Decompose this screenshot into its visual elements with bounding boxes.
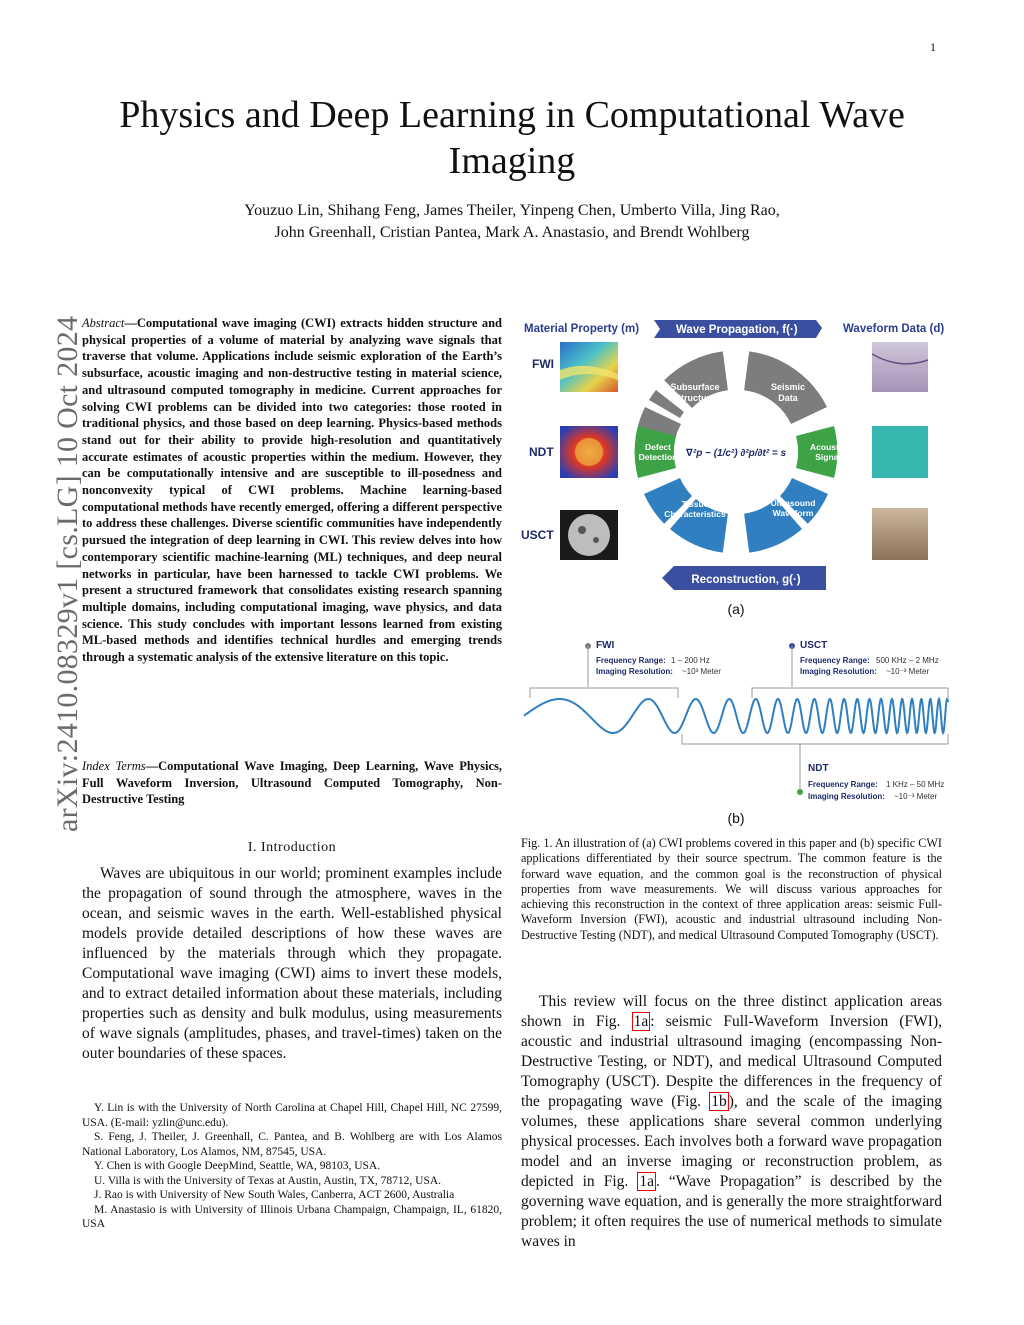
ndt-bracket [682,734,948,744]
right-paragraph [521,992,942,1252]
page-number: 1 [930,40,936,54]
authors-line-2: John Greenhall, Cristian Pantea, Mark A. Anastasio, and Brendt Wohlberg [274,224,750,241]
seismic-data-image [872,342,928,392]
label-detection: Detection [638,452,678,462]
subfigure-b-label: (b) [727,810,745,826]
index-terms-text: —Computational Wave Imaging, Deep Learning, Wave Physics, Full Waveform Inversion, Ultrasound Computed Tomography, Non-Destructive Testing [82,759,502,807]
label-subsurface: Subsurface [670,382,720,392]
ndt-res-label: Imaging Resolution: [808,792,885,801]
fwi-res-label: Imaging Resolution: [596,667,673,676]
label-acoustic: Acoustic [810,442,846,452]
usct-res-value: ~10⁻³ Meter [886,667,930,676]
figure-1-diagram [516,310,956,830]
label-signal: Signal [815,452,841,462]
figure-caption: Fig. 1. An illustration of (a) CWI problems covered in this paper and (b) specific CWI applications differentiated by their source spectrum. The common feature is the forward wave equation, and the common goal is the reconstruction of physical properties from wave measurements. We will discuss various approaches for achieving this reconstruction in the context of three application areas: seismic Full-Waveform Inversion (FWI), acoustic and industrial ultrasound including Non-Destructive Testing (NDT), and medical Ultrasound Computed Tomography (USCT). [521,836,942,942]
frequency-waveform [524,699,948,733]
usct-tissue-disc [568,514,610,556]
index-terms-label: Index Terms [82,759,146,773]
row-label-usct: USCT [521,528,554,542]
ndt-defect-spot [575,438,603,466]
index-terms [82,758,502,808]
right-text-4: . “Wave Propagation” is described by the governing wave equation, and is generally the more straightforward problem; it often requires the use of numerical methods to simulate waves in [521,1173,942,1250]
abstract [82,315,502,666]
figure-ref-1a[interactable]: 1a [633,1013,649,1030]
intro-paragraph: Waves are ubiquitous in our world; prominent examples include the propagation of sound through the atmosphere, waves in the ocean, and seismic waves in the earth. Well-established physical models provide detailed descriptions of how these waves are influenced by the materials through which they propagate. Computational wave imaging (CWI) aims to invert these models, and to extract detailed information about these materials, including properties such as density and bulk modulus, using measurements of wave signals (amplitudes, phases, and travel-times) taken on the outer boundaries of these spaces. [82,865,502,1062]
fwi-res-value: ~10³ Meter [682,667,721,676]
usct-bracket [752,688,948,698]
label-seismic: Seismic [770,382,806,392]
footnote: Y. Chen is with Google DeepMind, Seattle, WA, 98103, USA. [94,1160,381,1172]
footnote: J. Rao is with University of New South Wales, Canberra, ACT 2600, Australia [94,1189,455,1201]
footnote: U. Villa is with the University of Texas at Austin, Austin, TX, 78712, USA. [94,1174,442,1187]
arxiv-watermark: arXiv:2410.08329v1 [cs.LG] 10 Oct 2024 [51,315,84,832]
usct-tissue-spot [593,537,599,543]
fwi-title: FWI [596,640,615,651]
label-ultrasound: Ultrasound [770,498,816,508]
wave-equation: ∇²p − (1/c²) ∂²p/∂t² = s [685,448,787,459]
abstract-label: Abstract [82,316,125,330]
fwi-freq-value: 1 – 200 Hz [671,656,710,665]
usct-res-label: Imaging Resolution: [800,667,877,676]
label-waveform: Waveform [772,508,814,518]
paper-title: Physics and Deep Learning in Computational Wave Imaging [119,94,905,182]
usct-freq-label: Frequency Range: [800,656,870,665]
reconstruction-label: Reconstruction, g(·) [691,574,801,586]
abstract-text: —Computational wave imaging (CWI) extracts hidden structure and physical properties of a volume of material by analyzing wave signals that traverse that volume. Applications include seismic exploration of the Earth’s subsurface, acoustic imaging and non-destructive testing in material science, and ultrasound computed tomography in medicine. Current approaches for solving CWI problems can be divided into two categories: those rooted in traditional physics, and those based on deep learning. Physics-based methods stand out for their ability to provide high-resolution and quantitatively accurate estimates of acoustic properties within the medium. However, they can be computationally intensive and are susceptible to ill-posedness and nonconvexity typical of CWI problems. Machine learning-based computational methods have recently emerged, offering a different perspective to address these challenges. Diverse scientific communities have independently pursued the integration of deep learning in CWI. This review delves into how contemporary scientific machine-learning (ML) techniques, and deep neural networks in particular, have been harnessed to tackle CWI problems. We present a structured framework that consolidates existing research spanning multiple domains, including computational imaging, wave physics, and data science. This study concludes with important lessons learned from existing ML-based methods and identifies technical hurdles and emerging trends through a systematic analysis of the extensive literature on this topic. [82,316,502,665]
usct-tissue-spot [578,526,586,534]
subfigure-a-label: (a) [727,601,745,617]
label-structure: Structure [674,393,716,403]
footnote: M. Anastasio is with University of Illinois Urbana Champaign, Champaign, IL, 61820, USA [82,1203,502,1230]
row-label-fwi: FWI [532,357,554,371]
author-list [120,200,904,244]
row-label-ndt: NDT [529,445,554,459]
label-defect: Defect [645,442,671,452]
footnote: Y. Lin is with the University of North Carolina at Chapel Hill, Chapel Hill, NC 27599, USA. (E-mail: yzlin@unc.edu). [82,1102,502,1129]
usct-title: USCT [800,640,828,651]
fwi-freq-label: Frequency Range: [596,656,666,665]
header-wave-propagation: Wave Propagation, f(·) [676,324,798,336]
authors-line-1: Youzuo Lin, Shihang Feng, James Theiler, Yinpeng Chen, Umberto Villa, Jing Rao, [244,202,780,219]
ndt-res-value: ~10⁻³ Meter [894,792,938,801]
fwi-bracket [530,688,678,698]
label-data: Data [778,393,798,403]
header-material-property: Material Property (m) [524,323,640,335]
right-text-2: : seismic Full-Waveform Inversion (FWI), acoustic and industrial ultrasound imaging (encompassing Non-Destructive Testing, or NDT), and medical Ultrasound Computed Tomography (USCT). Despite the differences in the frequency of the propagating wave (Fig. [521,1013,942,1110]
ndt-title: NDT [808,763,829,774]
figure-ref-1a-second[interactable]: 1a [639,1173,654,1190]
usct-freq-value: 500 KHz – 2 MHz [876,656,939,665]
section-heading: I. Introduction [247,840,337,855]
ndt-marker [797,789,803,795]
ultrasound-waveform-image [872,508,928,560]
author-footnotes [82,1101,502,1232]
ndt-freq-value: 1 KHz – 50 MHz [886,780,945,789]
label-characteristics: Characteristics [664,509,726,519]
footnote: S. Feng, J. Theiler, J. Greenhall, C. Pantea, and B. Wohlberg are with Los Alamos National Laboratory, Los Alamos, NM, 87545, USA. [82,1131,502,1158]
label-tissue: Tissue [681,499,709,509]
right-text-1: This review will focus on the three distinct application areas shown in Fig. [521,993,942,1030]
header-waveform-data: Waveform Data (d) [843,323,945,335]
figure-ref-1b[interactable]: 1b [711,1093,727,1110]
ndt-freq-label: Frequency Range: [808,780,878,789]
right-text-3: ), and the scale of the imaging volumes, these applications share several common underlying physical processes. Each involves both a forward wave propagation model and an inverse imaging or reconstruction problem, as depicted in Fig. [521,1093,943,1190]
acoustic-signal-image [872,426,928,478]
figure-1 [516,310,956,830]
